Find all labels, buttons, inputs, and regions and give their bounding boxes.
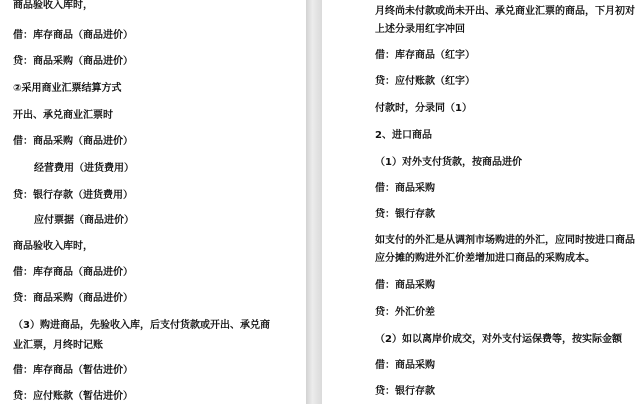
text-line: 经营费用（进货费用） bbox=[34, 163, 134, 174]
text-line: 上述分录用红字冲回 bbox=[375, 24, 465, 35]
text-line: 开出、承兑商业汇票时 bbox=[13, 110, 113, 121]
text-line: 贷：银行存款 bbox=[375, 386, 435, 397]
text-line: 月终尚未付款或尚未开出、承兑商业汇票的商品，下月初对 bbox=[375, 6, 635, 17]
left-document-page bbox=[0, 0, 306, 404]
text-line: 贷：商品采购（商品进价） bbox=[13, 293, 133, 304]
right-document-page bbox=[322, 0, 640, 404]
text-line: 如支付的外汇是从调剂市场购进的外汇，应同时按进口商品 bbox=[375, 235, 635, 246]
text-line: 借：库存商品（暂估进价） bbox=[13, 365, 133, 376]
text-line: 借：商品采购 bbox=[375, 280, 435, 291]
text-line: 借：商品采购 bbox=[375, 360, 435, 371]
text-line: 贷：应付账款（红字） bbox=[375, 76, 475, 87]
text-line: 借：库存商品（红字） bbox=[375, 50, 475, 61]
page-gutter bbox=[306, 0, 322, 404]
text-line: 应分摊的购进外汇价差增加进口商品的采购成本。 bbox=[375, 253, 595, 264]
text-line: （1）对外支付货款，按商品进价 bbox=[375, 157, 522, 168]
section-heading: ②采用商业汇票结算方式 bbox=[13, 83, 122, 94]
text-line: 商品验收入库时， bbox=[13, 241, 93, 252]
text-line: 借：商品采购 bbox=[375, 183, 435, 194]
text-line: 贷：银行存款 bbox=[375, 209, 435, 220]
text-line: （3）购进商品，先验收入库，后支付货款或开出、承兑商 bbox=[13, 320, 270, 331]
text-line: 借：商品采购（商品进价） bbox=[13, 136, 133, 147]
text-line: 商品验收入库时， bbox=[13, 0, 93, 11]
text-line: 贷：商品采购（商品进价） bbox=[13, 56, 133, 67]
text-line: 贷：银行存款（进货费用） bbox=[13, 190, 133, 201]
text-line: 付款时，分录同（1） bbox=[375, 103, 472, 114]
text-line: 借：库存商品（商品进价） bbox=[13, 267, 133, 278]
text-line: 贷：应付账款（暂估进价） bbox=[13, 391, 133, 402]
section-heading: 2、进口商品 bbox=[375, 130, 432, 141]
text-line: 借：库存商品（商品进价） bbox=[13, 30, 133, 41]
text-line: 应付票据（商品进价） bbox=[34, 215, 134, 226]
text-line: 业汇票，月终时记账 bbox=[13, 340, 103, 351]
text-line: （2）如以离岸价成交，对外支付运保费等，按实际金额 bbox=[375, 334, 622, 345]
text-line: 贷：外汇价差 bbox=[375, 307, 435, 318]
